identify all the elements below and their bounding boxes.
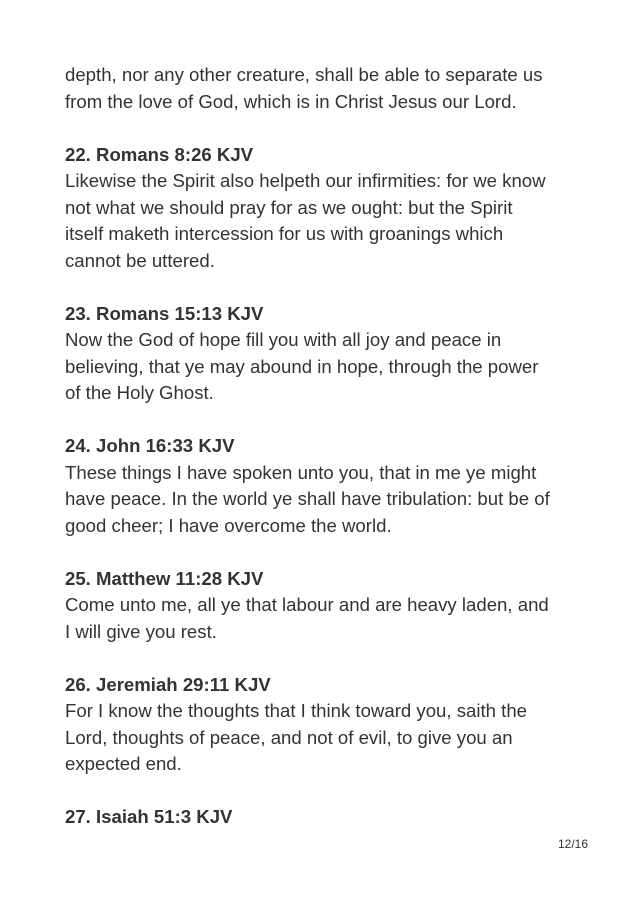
verse-text: For I know the thoughts that I think toward you, saith the Lord, thoughts of peace, and not of evil, to give you an expected end. bbox=[65, 700, 528, 774]
verse-text: Likewise the Spirit also helpeth our infirmities: for we know not what we should pray for as we ought: but the Spirit itself maketh intercession for us with groanings which cannot be uttered. bbox=[65, 170, 546, 271]
page-number: 12/16 bbox=[557, 837, 588, 851]
document-page bbox=[65, 62, 585, 831]
verse-reference: 24. John 16:33 KJV bbox=[65, 435, 235, 456]
verse-text: Come unto me, all ye that labour and are heavy laden, and I will give you rest. bbox=[65, 594, 549, 642]
verse-text: These things I have spoken unto you, that in me ye might have peace. In the world ye shall have tribulation: but be of good cheer; I have overcome the world. bbox=[65, 461, 550, 536]
continuation-text: depth, nor any other creature, shall be able to separate us from the love of God, which is in Christ Jesus our Lord. bbox=[65, 64, 543, 112]
verse-text: Now the God of hope fill you with all joy and peace in believing, that ye may abound in hope, through the power of the Holy Ghost. bbox=[65, 329, 539, 403]
verse-22 bbox=[65, 142, 585, 275]
verse-reference: 27. Isaiah 51:3 KJV bbox=[65, 806, 233, 827]
verse-reference: 23. Romans 15:13 KJV bbox=[65, 302, 264, 324]
verse-reference: 25. Matthew 11:28 KJV bbox=[65, 567, 264, 589]
verse-reference: 26. Jeremiah 29:11 KJV bbox=[65, 673, 271, 695]
verse-27 bbox=[65, 804, 585, 831]
verse-23 bbox=[65, 301, 585, 407]
verse-24 bbox=[65, 433, 585, 539]
verse-reference: 22. Romans 8:26 KJV bbox=[65, 143, 254, 165]
verse-25 bbox=[65, 566, 585, 646]
verse-26 bbox=[65, 672, 585, 778]
